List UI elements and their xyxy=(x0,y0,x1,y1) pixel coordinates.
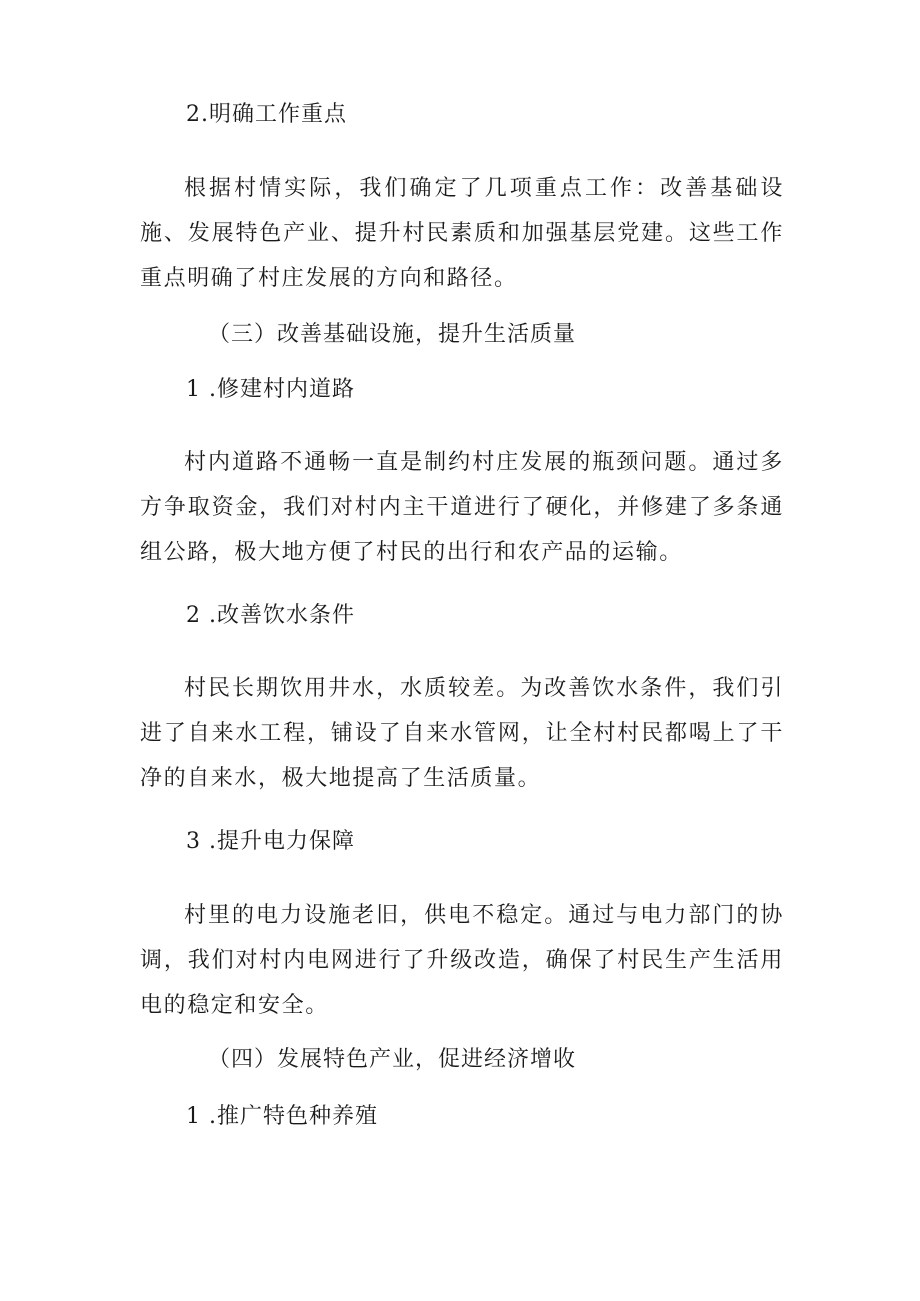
section-heading-infrastructure: （三）改善基础设施，提升生活质量 xyxy=(208,322,577,347)
subheading-specialty-farming: 1 .推广特色种养殖 xyxy=(186,1104,378,1129)
section-heading-industry: （四）发展特色产业，促进经济增收 xyxy=(208,1047,577,1072)
subheading-roads: 1 .修建村内道路 xyxy=(186,377,355,402)
paragraph-power: 村里的电力设施老旧，供电不稳定。通过与电力部门的协调，我们对村内电网进行了升级改造，确保了村民生产生活用电的稳定和安全。 xyxy=(140,903,784,1018)
paragraph-water: 村民长期饮用井水，水质较差。为改善饮水条件，我们引进了自来水工程，铺设了自来水管网，让全村村民都喝上了干净的自来水，极大地提高了生活质量。 xyxy=(140,676,784,791)
paragraph-key-work: 根据村情实际，我们确定了几项重点工作：改善基础设施、发展特色产业、提升村民素质和加强基层党建。这些工作重点明确了村庄发展的方向和路径。 xyxy=(140,176,784,291)
subheading-water: 2 .改善饮水条件 xyxy=(186,603,355,628)
heading-clarify-key-work: 2.明确工作重点 xyxy=(186,102,347,127)
subheading-power: 3 .提升电力保障 xyxy=(186,829,355,854)
paragraph-roads: 村内道路不通畅一直是制约村庄发展的瓶颈问题。通过多方争取资金，我们对村内主干道进行了硬化，并修建了多条通组公路，极大地方便了村民的出行和农产品的运输。 xyxy=(140,450,784,565)
